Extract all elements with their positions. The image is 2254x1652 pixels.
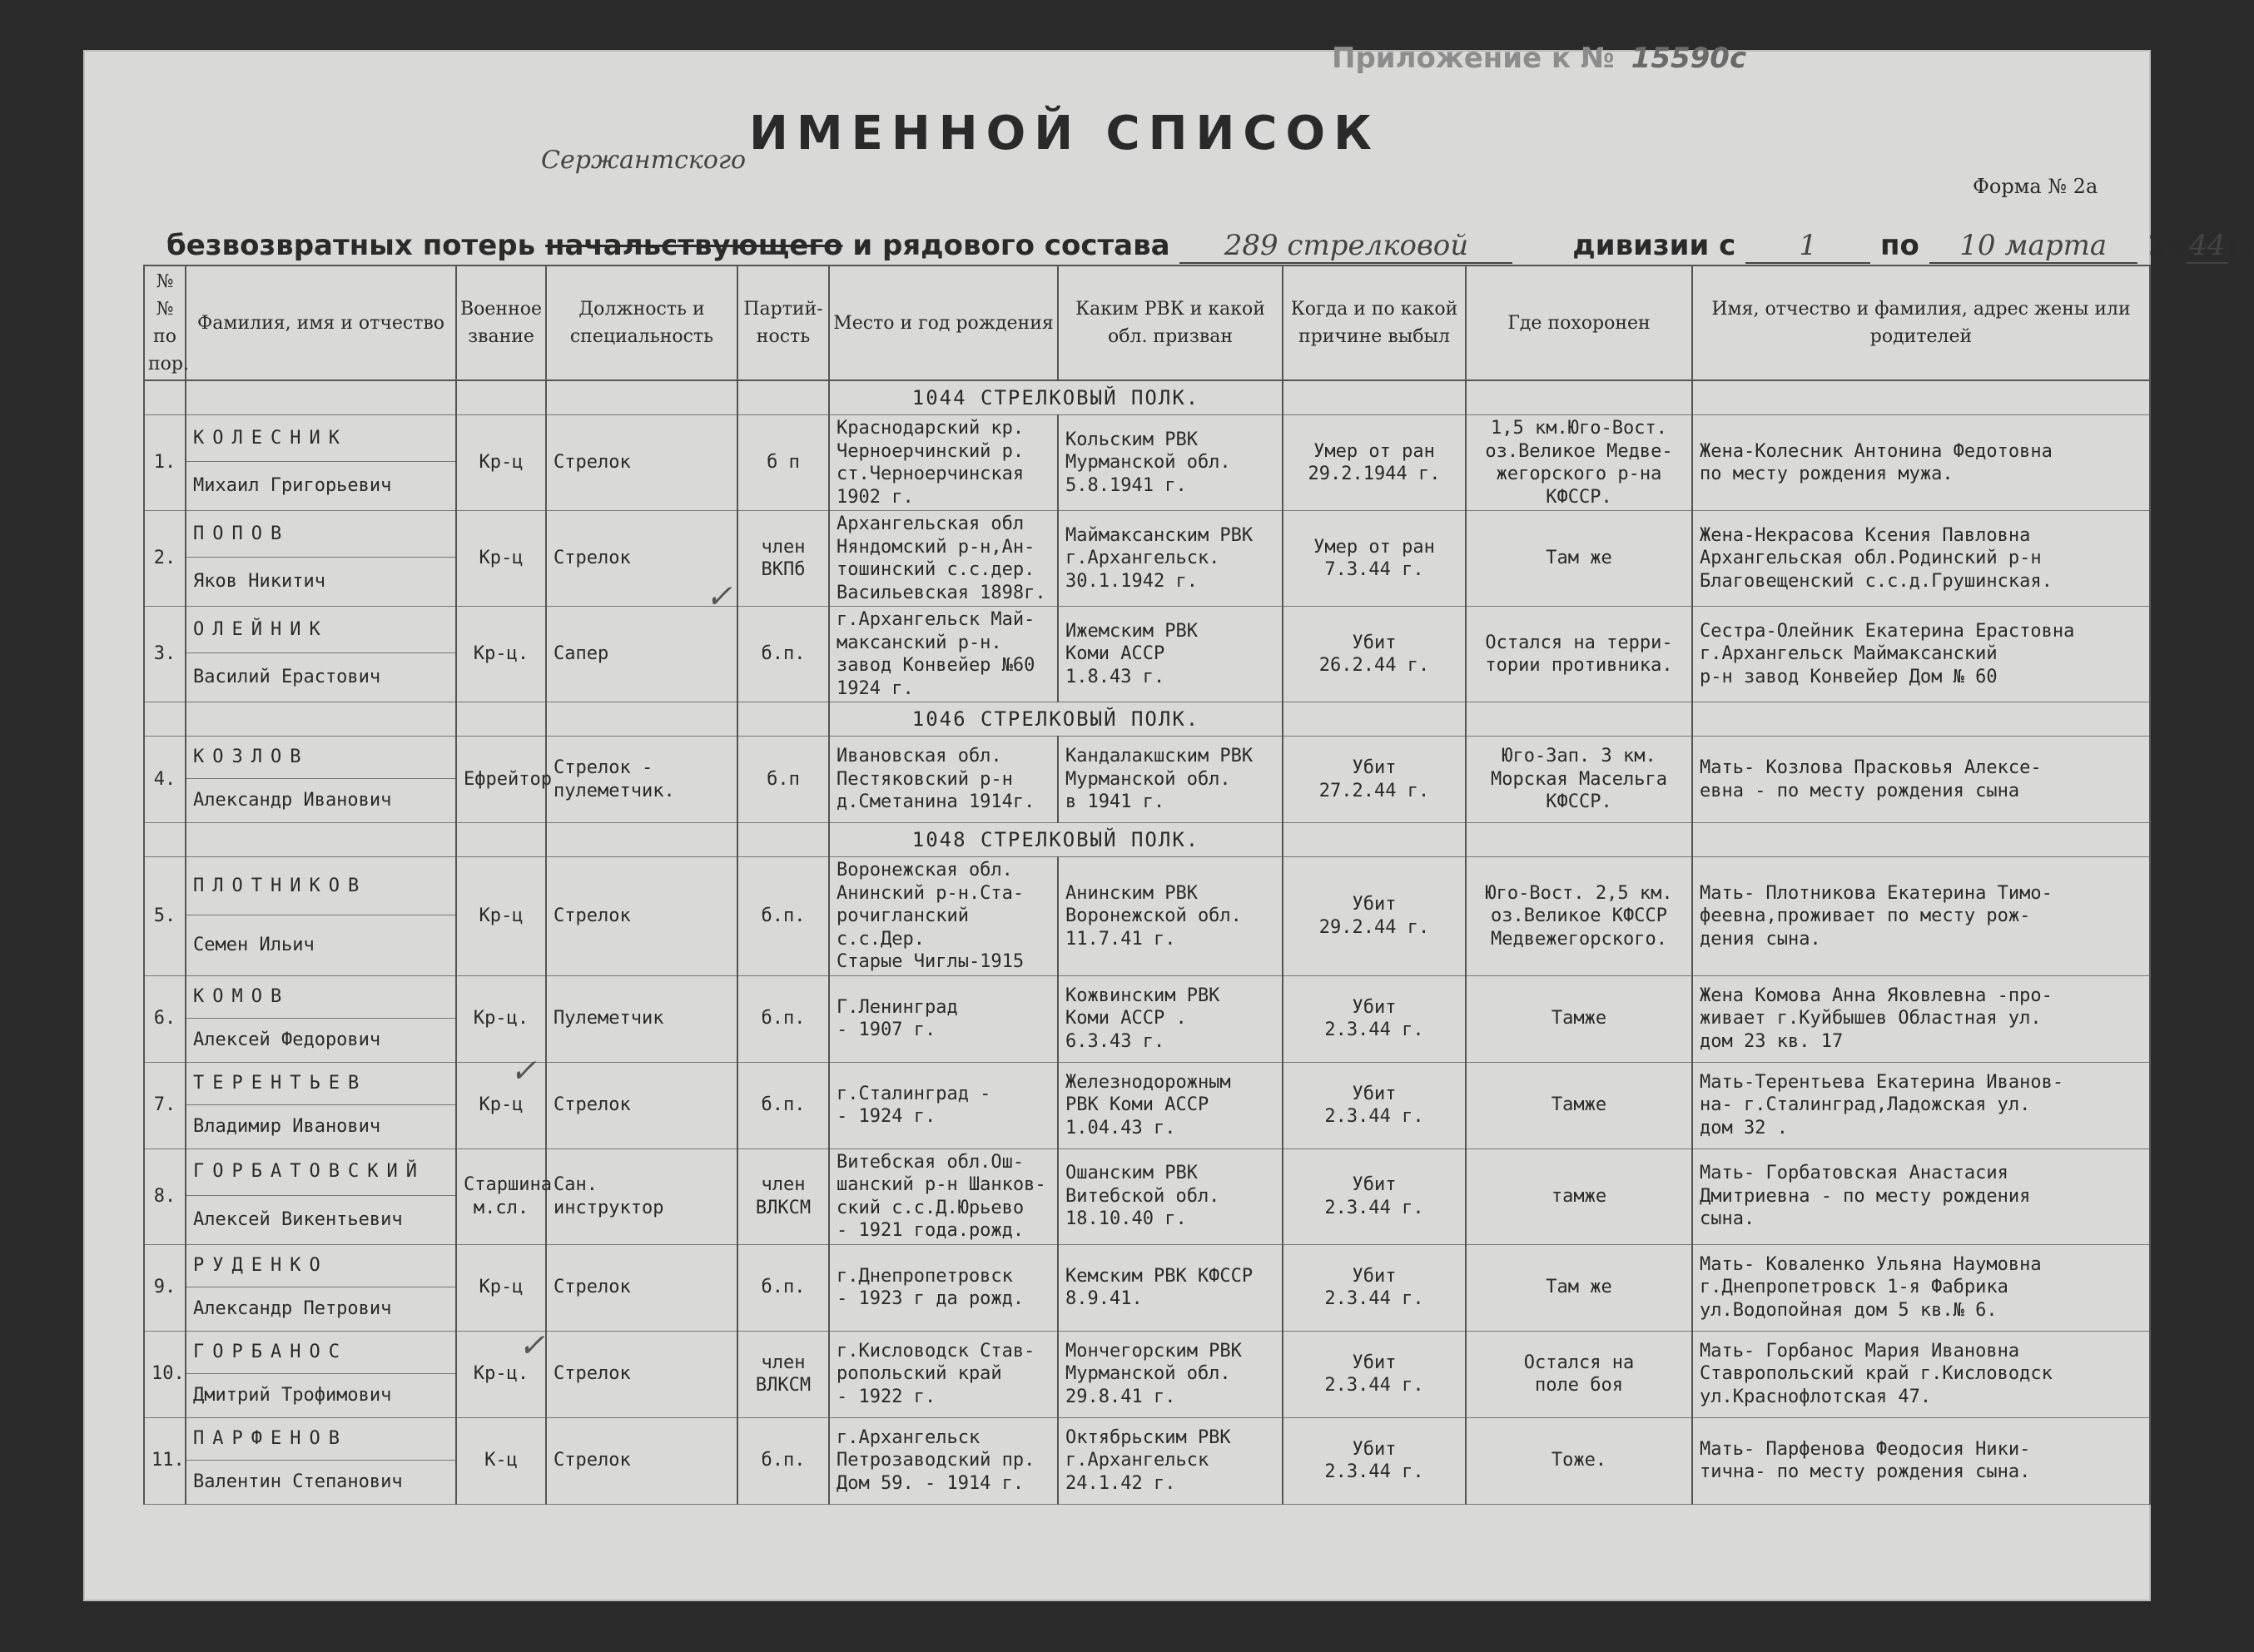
surname: РУДЕНКО — [186, 1244, 456, 1287]
form-number: Форма № 2а — [1973, 175, 2098, 198]
burial-place: тамже — [1466, 1148, 1692, 1244]
document-subtitle — [166, 229, 2254, 264]
empty-cell — [456, 823, 546, 857]
row-number: 6. — [144, 975, 186, 1062]
death-info: Убит 2.3.44 г. — [1283, 1331, 1466, 1417]
empty-cell — [186, 380, 456, 415]
surname: ПОПОВ — [186, 511, 456, 558]
handwritten-insert: Сержантского — [541, 146, 747, 175]
empty-cell — [737, 702, 829, 737]
party: член ВЛКСМ — [737, 1148, 829, 1244]
burial-place: 1,5 км.Юго-Вост. оз.Великое Медве- жегорского р-на КФССР. — [1466, 415, 1692, 511]
rank: Кр-ц — [456, 1244, 546, 1331]
burial-place: Там же — [1466, 511, 1692, 607]
archive-stamp — [1332, 42, 1746, 75]
rank: Кр-ц. — [456, 975, 546, 1062]
empty-cell — [737, 380, 829, 415]
division-field: 289 стрелковой — [1179, 229, 1512, 264]
conscription-office: Кандалакшским РВК Мурманской обл. в 1941 г. — [1058, 737, 1283, 823]
birth-place: Архангельская обл Няндомский р-н,Ан- тошинский с.с.дер. Васильевская 1898г. — [829, 511, 1058, 607]
col-relatives: Имя, отчество и фамилия, адрес жены или родителей — [1692, 265, 2150, 380]
position: Стрелок — [546, 1062, 737, 1148]
surname: ГОРБАНОС — [186, 1331, 456, 1373]
empty-cell — [144, 823, 186, 857]
relatives-info: Мать- Горбанос Мария Ивановна Ставропольский край г.Кисловодск ул.Краснофлотская 47. — [1692, 1331, 2150, 1417]
empty-cell — [456, 702, 546, 737]
given-name: Яков Никитич — [186, 558, 456, 607]
position: Сапер — [546, 607, 737, 702]
burial-place: Остался на поле боя — [1466, 1331, 1692, 1417]
stamp-label: Приложение к № — [1332, 42, 1615, 75]
relatives-info: Мать- Парфенова Феодосия Ники- тична- по месту рождения сына. — [1692, 1417, 2150, 1504]
position: Стрелок — [546, 1417, 737, 1504]
position: Стрелок — [546, 511, 737, 607]
empty-cell — [1466, 380, 1692, 415]
party: б.п. — [737, 1417, 829, 1504]
table-row — [144, 857, 2150, 915]
empty-cell — [186, 823, 456, 857]
table-row — [144, 607, 2150, 653]
rank: Кр-ц — [456, 857, 546, 976]
birth-place: Краснодарский кр. Черноерчинский р. ст.Черноерчинская 1902 г. — [829, 415, 1058, 511]
burial-place: Тоже. — [1466, 1417, 1692, 1504]
row-number: 10. — [144, 1331, 186, 1417]
empty-cell — [456, 380, 546, 415]
birth-place: г.Архангельск Май- максанский р-н. завод Конвейер №60 1924 г. — [829, 607, 1058, 702]
conscription-office: Железнодорожным РВК Коми АССР 1.04.43 г. — [1058, 1062, 1283, 1148]
birth-place: г.Сталинград - - 1924 г. — [829, 1062, 1058, 1148]
regiment-row — [144, 823, 2150, 857]
party: б.п. — [737, 975, 829, 1062]
surname: КОЛЕСНИК — [186, 415, 456, 462]
document-title: ИМЕННОЙ СПИСОК — [749, 107, 1380, 161]
table-row — [144, 1062, 2150, 1104]
table-row — [144, 975, 2150, 1018]
death-info: Убит 2.3.44 г. — [1283, 1062, 1466, 1148]
conscription-office: Кемским РВК КФССР 8.9.41. — [1058, 1244, 1283, 1331]
burial-place: Там же — [1466, 1244, 1692, 1331]
birth-place: г.Днепропетровск - 1923 г да рожд. — [829, 1244, 1058, 1331]
year-field: 44 — [2187, 229, 2228, 264]
empty-cell — [1283, 702, 1466, 737]
table-row — [144, 1244, 2150, 1287]
birth-place: г.Архангельск Петрозаводский пр. Дом 59. - 1914 г. — [829, 1417, 1058, 1504]
given-name: Алексей Федорович — [186, 1018, 456, 1062]
row-number: 7. — [144, 1062, 186, 1148]
subtitle-part-1: безвозвратных потерь — [166, 229, 536, 262]
empty-cell — [1466, 823, 1692, 857]
empty-cell — [144, 380, 186, 415]
position: Стрелок — [546, 857, 737, 976]
empty-cell — [1283, 823, 1466, 857]
relatives-info: Мать- Плотникова Екатерина Тимо- феевна,проживает по месту рож- дения сына. — [1692, 857, 2150, 976]
regiment-label: 1048 СТРЕЛКОВЫЙ ПОЛК. — [829, 823, 1283, 857]
surname: ОЛЕЙНИК — [186, 607, 456, 653]
relatives-info: Сестра-Олейник Екатерина Ерастовна г.Архангельск Маймаксанский р-н завод Конвейер Дом № 60 — [1692, 607, 2150, 702]
rank: Кр-ц. — [456, 607, 546, 702]
party: б.п. — [737, 1244, 829, 1331]
table-row — [144, 1148, 2150, 1195]
party: б.п — [737, 737, 829, 823]
party: б п — [737, 415, 829, 511]
death-info: Убит 2.3.44 г. — [1283, 1244, 1466, 1331]
rank: Кр-ц — [456, 415, 546, 511]
birth-place: г.Кисловодск Став- ропольский край - 1922 г. — [829, 1331, 1058, 1417]
death-info: Убит 29.2.44 г. — [1283, 857, 1466, 976]
party: б.п. — [737, 607, 829, 702]
relatives-info: Мать-Терентьева Екатерина Иванов- на- г.Сталинград,Ладожская ул. дом 32 . — [1692, 1062, 2150, 1148]
table-row — [144, 415, 2150, 462]
table-row — [144, 1331, 2150, 1373]
death-info: Умер от ран 7.3.44 г. — [1283, 511, 1466, 607]
relatives-info: Жена-Колесник Антонина Федотовна по месту рождения мужа. — [1692, 415, 2150, 511]
party: б.п. — [737, 1062, 829, 1148]
death-info: Убит 27.2.44 г. — [1283, 737, 1466, 823]
death-info: Умер от ран 29.2.1944 г. — [1283, 415, 1466, 511]
table-row — [144, 511, 2150, 558]
given-name: Дмитрий Трофимович — [186, 1373, 456, 1417]
surname: ГОРБАТОВСКИЙ — [186, 1148, 456, 1195]
row-number: 2. — [144, 511, 186, 607]
position: Стрелок - пулеметчик. — [546, 737, 737, 823]
surname: КОЗЛОВ — [186, 737, 456, 779]
empty-cell — [186, 702, 456, 737]
empty-cell — [546, 823, 737, 857]
row-number: 8. — [144, 1148, 186, 1244]
year-end: г. — [2227, 229, 2254, 262]
relatives-info: Мать- Горбатовская Анастасия Дмитриевна - по месту рождения сына. — [1692, 1148, 2150, 1244]
regiment-label: 1044 СТРЕЛКОВЫЙ ПОЛК. — [829, 380, 1283, 415]
relatives-info: Жена Комова Анна Яковлевна -про- живает г.Куйбышев Областная ул. дом 23 кв. 17 — [1692, 975, 2150, 1062]
col-full-name: Фамилия, имя и отчество — [186, 265, 456, 380]
birth-place: Ивановская обл. Пестяковский р-н д.Сметанина 1914г. — [829, 737, 1058, 823]
given-name: Алексей Викентьевич — [186, 1195, 456, 1244]
check-mark: ✓ — [707, 574, 730, 617]
date-from-field: 1 — [1745, 229, 1870, 264]
surname: ПЛОТНИКОВ — [186, 857, 456, 915]
death-info: Убит 2.3.44 г. — [1283, 1417, 1466, 1504]
surname: КОМОВ — [186, 975, 456, 1018]
row-number: 9. — [144, 1244, 186, 1331]
row-number: 3. — [144, 607, 186, 702]
conscription-office: Анинским РВК Воронежской обл. 11.7.41 г. — [1058, 857, 1283, 976]
rank: Старшина м.сл. — [456, 1148, 546, 1244]
empty-cell — [144, 702, 186, 737]
col-birth: Место и год рождения — [829, 265, 1058, 380]
birth-place: Витебская обл.Ош- шанский р-н Шанков- ский с.с.Д.Юрьево - 1921 года.рожд. — [829, 1148, 1058, 1244]
col-buried: Где похоронен — [1466, 265, 1692, 380]
row-number: 11. — [144, 1417, 186, 1504]
position: Пулеметчик — [546, 975, 737, 1062]
table-row — [144, 737, 2150, 779]
stamp-number: 15590с — [1631, 42, 1747, 75]
given-name: Валентин Степанович — [186, 1460, 456, 1504]
conscription-office: Октябрьским РВК г.Архангельск 24.1.42 г. — [1058, 1417, 1283, 1504]
empty-cell — [1692, 702, 2150, 737]
check-mark: ✓ — [512, 1049, 534, 1091]
given-name: Михаил Григорьевич — [186, 462, 456, 511]
table-header-row — [144, 265, 2150, 380]
date-to-field: 10 марта — [1929, 229, 2137, 264]
party: член ВЛКСМ — [737, 1331, 829, 1417]
struck-word: начальствующего — [545, 229, 843, 262]
given-name: Александр Петрович — [186, 1287, 456, 1331]
empty-cell — [546, 380, 737, 415]
relatives-info: Жена-Некрасова Ксения Павловна Архангельская обл.Родинский р-н Благовещенский с.с.д.Грушинская. — [1692, 511, 2150, 607]
empty-cell — [1692, 823, 2150, 857]
burial-place: Остался на терри- тории противника. — [1466, 607, 1692, 702]
row-number: 4. — [144, 737, 186, 823]
col-position: Должность и специальность — [546, 265, 737, 380]
burial-place: Юго-Зап. 3 км. Морская Масельга КФССР. — [1466, 737, 1692, 823]
regiment-row — [144, 702, 2150, 737]
empty-cell — [1466, 702, 1692, 737]
burial-place: Тамже — [1466, 1062, 1692, 1148]
conscription-office: Ижемским РВК Коми АССР 1.8.43 г. — [1058, 607, 1283, 702]
losses-table — [143, 265, 2151, 1505]
party: член ВКПб — [737, 511, 829, 607]
birth-place: Г.Ленинград - 1907 г. — [829, 975, 1058, 1062]
col-rvk: Каким РВК и какой обл. призван — [1058, 265, 1283, 380]
table-body — [144, 380, 2150, 1504]
relatives-info: Мать- Коваленко Ульяна Наумовна г.Днепропетровск 1-я Фабрика ул.Водопойная дом 5 кв.№ 6. — [1692, 1244, 2150, 1331]
position: Сан. инструктор — [546, 1148, 737, 1244]
position: Стрелок — [546, 1244, 737, 1331]
death-info: Убит 2.3.44 г. — [1283, 975, 1466, 1062]
regiment-row — [144, 380, 2150, 415]
surname: ПАРФЕНОВ — [186, 1417, 456, 1460]
conscription-office: Кольским РВК Мурманской обл. 5.8.1941 г. — [1058, 415, 1283, 511]
position: Стрелок — [546, 415, 737, 511]
conscription-office: Мончегорским РВК Мурманской обл. 29.8.41 г. — [1058, 1331, 1283, 1417]
rank: Ефрейтор — [456, 737, 546, 823]
surname: ТЕРЕНТЬЕВ — [186, 1062, 456, 1104]
empty-cell — [1283, 380, 1466, 415]
check-mark: ✓ — [520, 1323, 543, 1366]
subtitle-part-3: дивизии с — [1572, 229, 1736, 262]
empty-cell — [546, 702, 737, 737]
row-number: 1. — [144, 415, 186, 511]
conscription-office: Ошанским РВК Витебской обл. 18.10.40 г. — [1058, 1148, 1283, 1244]
conscription-office: Маймаксанским РВК г.Архангельск. 30.1.1942 г. — [1058, 511, 1283, 607]
subtitle-part-2: и рядового состава — [852, 229, 1170, 262]
given-name: Василий Ерастович — [186, 653, 456, 702]
rank: К-ц — [456, 1417, 546, 1504]
table-row — [144, 1417, 2150, 1460]
col-when: Когда и по какой причине выбыл — [1283, 265, 1466, 380]
subtitle-part-4: по — [1879, 229, 1919, 262]
row-number: 5. — [144, 857, 186, 976]
position: Стрелок — [546, 1331, 737, 1417]
conscription-office: Кожвинским РВК Коми АССР . 6.3.43 г. — [1058, 975, 1283, 1062]
empty-cell — [737, 823, 829, 857]
given-name: Александр Иванович — [186, 779, 456, 823]
death-info: Убит 26.2.44 г. — [1283, 607, 1466, 702]
birth-place: Воронежская обл. Анинский р-н.Ста- рочигланский с.с.Дер. Старые Чиглы-1915 — [829, 857, 1058, 976]
rank: Кр-ц. — [456, 1331, 546, 1417]
col-party: Партий-ность — [737, 265, 829, 380]
regiment-label: 1046 СТРЕЛКОВЫЙ ПОЛК. — [829, 702, 1283, 737]
death-info: Убит 2.3.44 г. — [1283, 1148, 1466, 1244]
given-name: Семен Ильич — [186, 915, 456, 975]
rank: Кр-ц — [456, 1062, 546, 1148]
empty-cell — [1692, 380, 2150, 415]
given-name: Владимир Иванович — [186, 1104, 456, 1148]
burial-place: Юго-Вост. 2,5 км. оз.Великое КФССР Медвежегорского. — [1466, 857, 1692, 976]
party: б.п. — [737, 857, 829, 976]
burial-place: Тамже — [1466, 975, 1692, 1062]
year-prefix: 19 — [2147, 229, 2187, 262]
rank: Кр-ц — [456, 511, 546, 607]
col-number: №№ по пор. — [144, 265, 186, 380]
relatives-info: Мать- Козлова Прасковья Алексе- евна - по месту рождения сына — [1692, 737, 2150, 823]
col-rank: Военное звание — [456, 265, 546, 380]
